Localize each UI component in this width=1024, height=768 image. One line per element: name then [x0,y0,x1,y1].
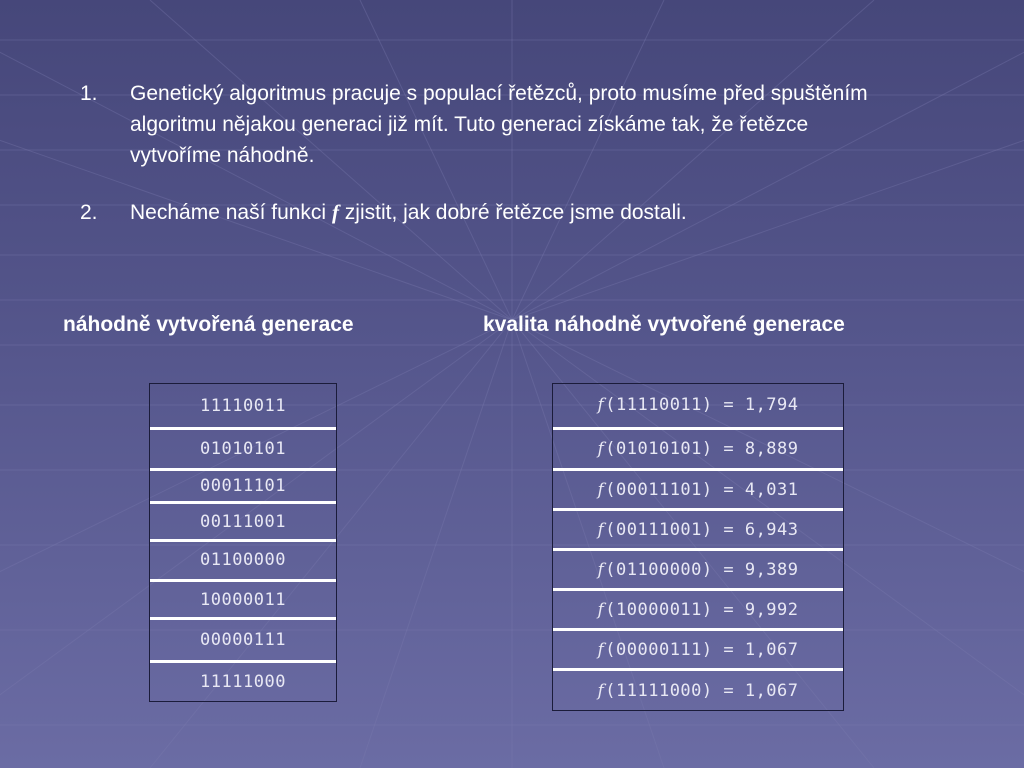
numbered-list [80,78,880,228]
list-number: 1. [80,82,98,105]
quality-row [553,591,843,628]
quality-value: (01010101) = 8,889 [605,438,799,459]
quality-value: (00000111) = 1,067 [605,639,799,660]
function-symbol: f [597,395,605,415]
quality-value: (11110011) = 1,794 [605,395,799,415]
function-symbol: f [597,438,605,459]
function-symbol: f [597,559,605,580]
list-text-before: Necháme naší funkci [130,201,332,224]
generation-row: 00000111 [200,630,286,650]
quality-value: (11111000) = 1,067 [605,680,799,701]
function-symbol: f [597,479,605,500]
generation-table [149,383,337,702]
quality-row [553,471,843,508]
quality-row [553,384,843,426]
quality-value: (01100000) = 9,389 [605,559,799,580]
generation-row: 10000011 [200,589,286,610]
quality-row [553,551,843,588]
list-number: 2. [80,201,98,224]
quality-table [552,383,844,711]
generation-row: 00011101 [200,476,286,496]
function-symbol: f [597,519,605,540]
list-item [80,197,880,228]
function-symbol: f [597,680,605,701]
quality-value: (00011101) = 4,031 [605,479,799,500]
function-symbol: f [331,200,339,224]
quality-value: (10000011) = 9,992 [605,599,799,620]
quality-heading: kvalita náhodně vytvořené generace [483,313,845,336]
function-symbol: f [597,639,605,660]
list-text-after: zjistit, jak dobré řetězce jsme dostali. [338,201,687,224]
generation-row: 01010101 [200,439,286,459]
quality-value: (00111001) = 6,943 [605,519,799,540]
generation-row: 01100000 [200,549,286,570]
generation-heading: náhodně vytvořená generace [63,313,354,336]
generation-row: 00111001 [200,511,286,532]
list-item [80,78,880,171]
list-text: Genetický algoritmus pracuje s populací řetězců, proto musíme před spuštěním algoritmu nějakou generaci již mít. Tuto generaci získáme tak, že řetězce vytvoříme náhodně. [130,82,868,167]
quality-row [553,671,843,710]
generation-row: 11111000 [200,672,286,692]
quality-row [553,631,843,668]
function-symbol: f [597,599,605,620]
list-text [130,197,880,228]
quality-row [553,511,843,548]
generation-row: 11110011 [200,395,286,416]
quality-row [553,430,843,467]
